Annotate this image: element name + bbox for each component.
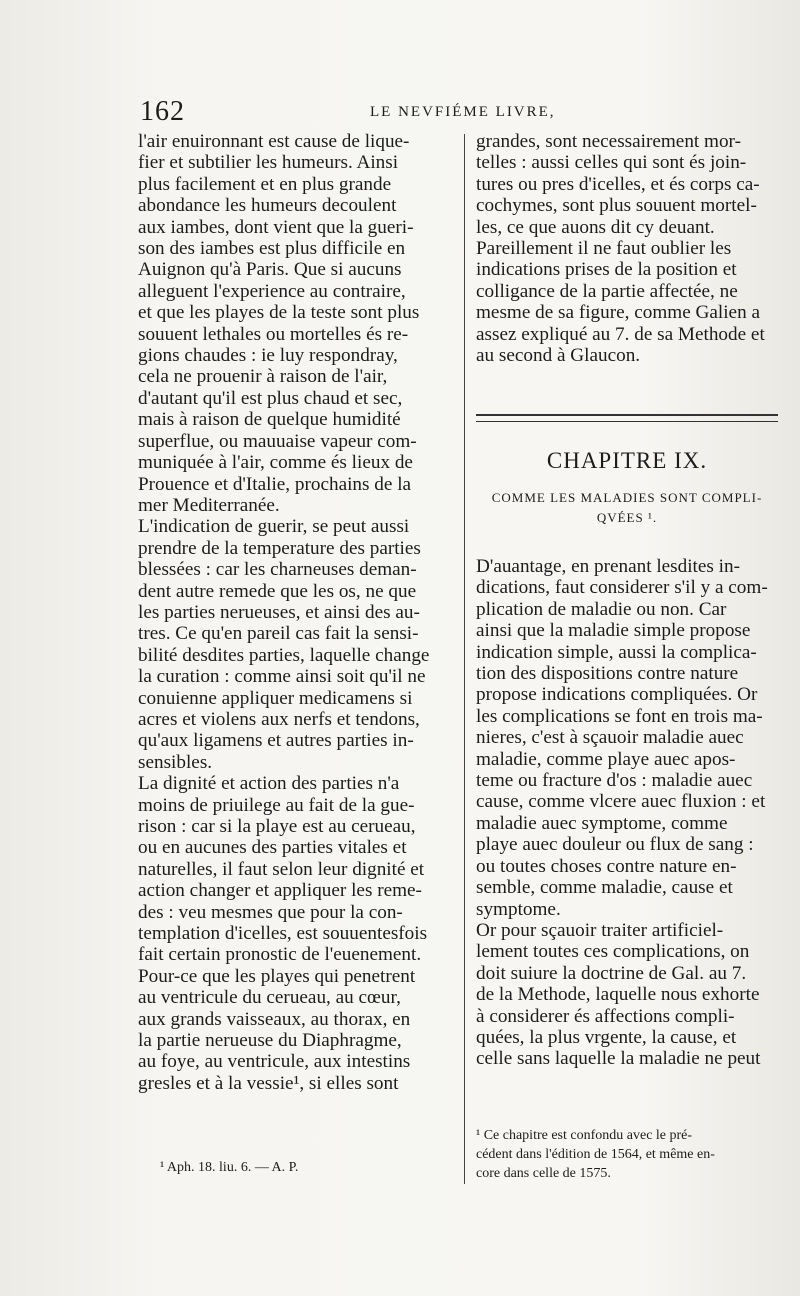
text-line: symptome.: [476, 898, 561, 920]
text-line: ou toutes choses contre nature en-: [476, 855, 737, 877]
text-line: Prouence et d'Italie, prochains de la: [138, 473, 412, 495]
text-line: fait certain pronostic de l'euenement.: [138, 944, 422, 966]
text-line: aux iambes, dont vient que la gueri-: [138, 216, 414, 238]
footnote-line: ¹ Ce chapitre est confondu avec le pré-: [476, 1128, 693, 1143]
running-header: [140, 96, 780, 126]
footnote-right: [476, 1126, 778, 1183]
text-line: D'auantage, en prenant lesdites in-: [476, 556, 740, 577]
text-line: des : veu mesmes que pour la con-: [138, 901, 403, 923]
text-line: cochymes, sont plus souuent mortel-: [476, 195, 757, 217]
footnote-line: cédent dans l'édition de 1564, et même en-: [476, 1147, 715, 1162]
text-line: l'air enuironnant est cause de lique-: [138, 131, 410, 152]
chapter-separator-rule: [476, 414, 778, 422]
text-line: L'indication de guerir, se peut aussi: [138, 516, 410, 538]
text-line: les complications se font en trois ma-: [476, 705, 763, 727]
text-line: grandes, sont necessairement mor-: [476, 131, 741, 152]
text-line: rison : car si la playe est au cerueau,: [138, 816, 416, 837]
text-line: propose indications compliquées. Or: [476, 684, 758, 706]
text-line: moins de priuilege au fait de la gue-: [138, 794, 415, 816]
text-line: les, ce que auons dit cy deuant.: [476, 216, 715, 238]
text-line: tion des dispositions contre nature: [476, 663, 739, 685]
text-line: celle sans laquelle la maladie ne peut: [476, 1048, 761, 1070]
text-line: indication simple, aussi la complica-: [476, 641, 757, 663]
text-line: doit suiure la doctrine de Gal. au 7.: [476, 962, 747, 984]
text-line: au ventricule du cerueau, au cœur,: [138, 987, 401, 1009]
text-line: alleguent l'experience au contraire,: [138, 280, 406, 302]
text-line: acres et violens aux nerfs et tendons,: [138, 708, 420, 730]
text-line: d'autant qu'il est plus chaud et sec,: [138, 387, 403, 409]
text-line: Auignon qu'à Paris. Que si aucuns: [138, 259, 402, 281]
text-line: mesme de sa figure, comme Galien a: [476, 302, 760, 324]
text-line: et que les playes de la teste sont plus: [138, 302, 420, 324]
text-line: plus facilement et en plus grande: [138, 173, 392, 195]
text-line: qu'aux ligamens et autres parties in-: [138, 730, 414, 752]
text-line: naturelles, il faut selon leur dignité et: [138, 858, 425, 880]
text-line: gions chaudes : ie luy respondray,: [138, 345, 398, 367]
text-line: La dignité et action des parties n'a: [138, 773, 400, 795]
text-line: quées, la plus vrgente, la cause, et: [476, 1026, 737, 1048]
text-line: au foye, au ventricule, aux intestins: [138, 1051, 411, 1073]
text-line: maladie auec symptome, comme: [476, 812, 728, 834]
chapter-body-text: [476, 556, 778, 1070]
text-line: teme ou fracture d'os : maladie auec: [476, 770, 753, 792]
text-line: Pareillement il ne faut oublier les: [476, 238, 732, 260]
text-line: superflue, ou mauuaise vapeur com-: [138, 430, 417, 452]
text-line: dent autre remede que les os, ne que: [138, 580, 417, 602]
text-line: bilité desdites parties, laquelle change: [138, 644, 430, 666]
text-line: souuent lethales ou mortelles és re-: [138, 323, 409, 345]
text-line: ou en aucunes des parties vitales et: [138, 837, 407, 859]
page-number: 162: [140, 96, 185, 127]
text-line: mer Mediterranée.: [138, 494, 280, 516]
text-line: les parties nerueuses, et ainsi des au-: [138, 601, 420, 623]
left-text-column: [138, 131, 456, 1094]
text-line: dications, faut considerer s'il y a com-: [476, 577, 768, 599]
text-line: plication de maladie ou non. Car: [476, 598, 727, 620]
text-line: indications prises de la position et: [476, 259, 737, 281]
text-line: tures ou pres d'icelles, et és corps ca-: [476, 173, 760, 195]
text-line: aux grands vaisseaux, au thorax, en: [138, 1008, 411, 1030]
text-line: au second à Glaucon.: [476, 345, 641, 367]
text-line: Or pour sçauoir traiter artificiel-: [476, 919, 724, 941]
text-line: nieres, c'est à sçauoir maladie auec: [476, 727, 744, 749]
right-text-column-top: [476, 131, 778, 366]
text-line: la curation : comme ainsi soit qu'il ne: [138, 666, 426, 688]
text-line: à considerer és affections compli-: [476, 1005, 735, 1027]
running-title: LE NEVFIÉME LIVRE,: [370, 104, 556, 120]
text-line: sensibles.: [138, 751, 213, 773]
text-line: templation d'icelles, est souuentesfois: [138, 923, 428, 945]
text-line: Pour-ce que les playes qui penetrent: [138, 965, 416, 987]
text-line: semble, comme maladie, cause et: [476, 877, 733, 899]
text-line: maladie, comme playe auec apos-: [476, 748, 736, 770]
text-line: fier et subtilier les humeurs. Ainsi: [138, 152, 399, 174]
text-line: son des iambes est plus difficile en: [138, 238, 406, 260]
column-divider: [464, 134, 465, 1184]
chapter-subtitle: [476, 488, 778, 528]
text-line: prendre de la temperature des parties: [138, 537, 421, 559]
text-line: de la Methode, laquelle nous exhorte: [476, 984, 760, 1006]
chapter-subtitle-line: QVÉES ¹.: [596, 510, 658, 525]
text-line: gresles et à la vessie¹, si elles sont: [138, 1072, 399, 1094]
text-line: cela ne prouenir à raison de l'air,: [138, 366, 388, 388]
text-line: blessées : car les charneuses deman-: [138, 559, 417, 581]
text-line: cause, comme vlcere auec fluxion : et: [476, 791, 766, 813]
text-line: playe auec douleur ou flux de sang :: [476, 834, 754, 856]
footnote-left: ¹ Aph. 18. liu. 6. — A. P.: [160, 1160, 299, 1175]
text-line: tres. Ce qu'en pareil cas fait la sensi-: [138, 623, 419, 645]
text-line: telles : aussi celles qui sont és join-: [476, 152, 747, 174]
text-line: assez expliqué au 7. de sa Methode et: [476, 323, 765, 345]
text-line: conuienne appliquer medicamens si: [138, 687, 413, 709]
chapter-title: CHAPITRE IX.: [546, 448, 708, 473]
text-line: muniquée à l'air, comme és lieux de: [138, 452, 413, 474]
text-line: la partie nerueuse du Diaphragme,: [138, 1030, 402, 1052]
text-line: action changer et appliquer les reme-: [138, 880, 422, 902]
text-line: colligance de la partie affectée, ne: [476, 280, 738, 302]
text-line: mais à raison de quelque humidité: [138, 409, 401, 431]
footnote-line: core dans celle de 1575.: [476, 1166, 611, 1181]
text-line: ainsi que la maladie simple propose: [476, 620, 751, 642]
text-line: lement toutes ces complications, on: [476, 941, 750, 963]
chapter-subtitle-line: COMME LES MALADIES SONT COMPLI-: [491, 490, 763, 505]
text-line: abondance les humeurs decoulent: [138, 195, 397, 217]
